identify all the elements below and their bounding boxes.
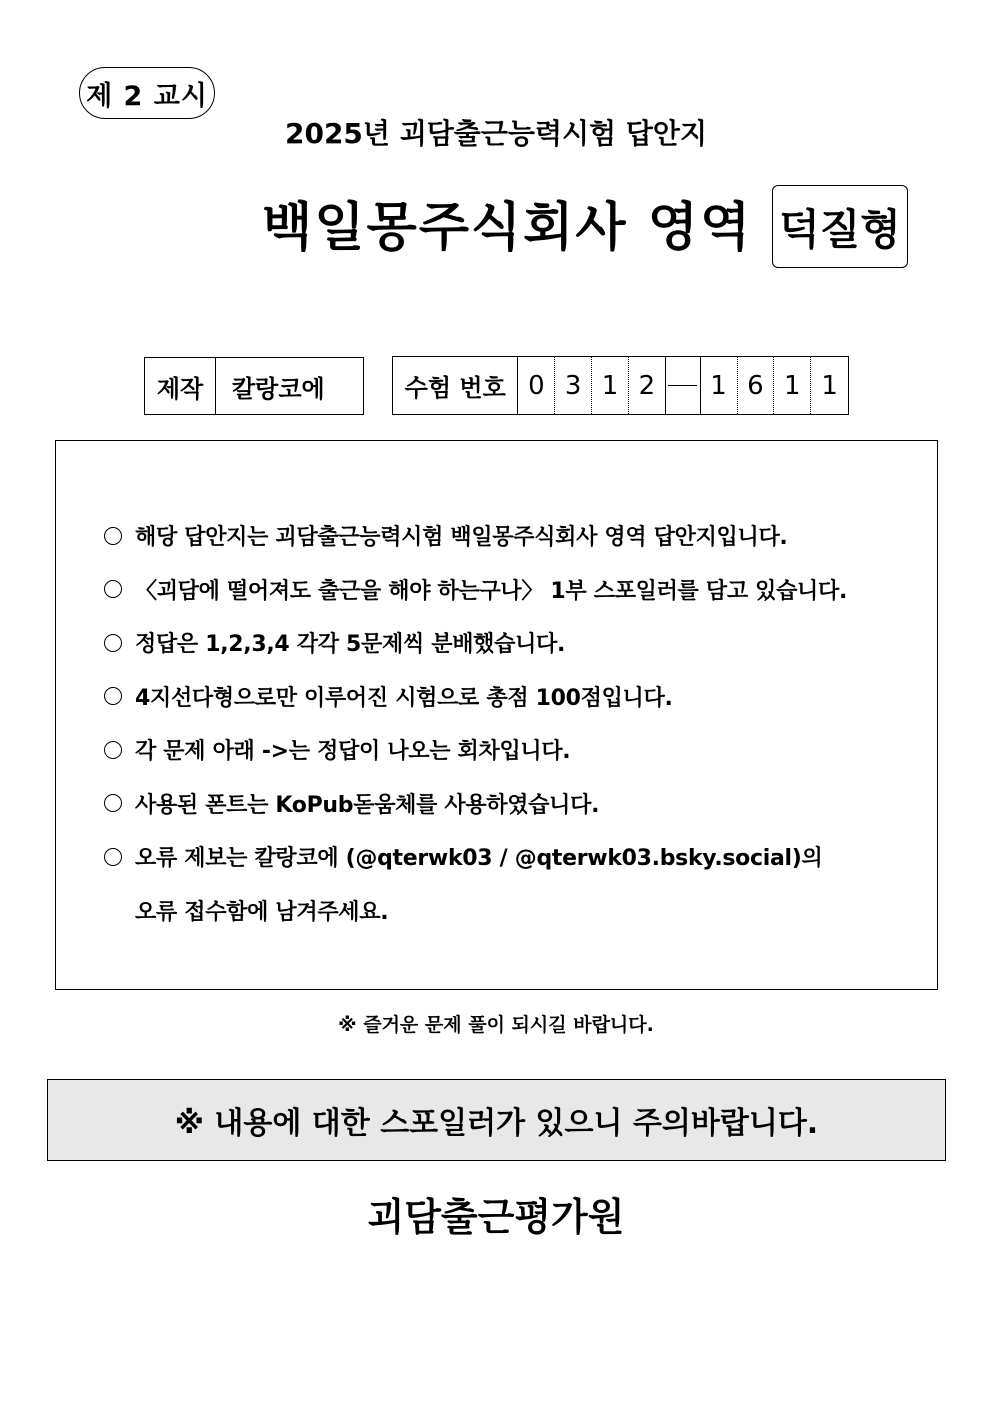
notice-item <box>104 777 847 831</box>
maker-box <box>144 357 364 415</box>
notice-text: 오류 접수함에 남겨주세요. <box>135 899 389 925</box>
notice-item <box>104 830 847 884</box>
exam-number-box <box>392 356 849 415</box>
dash-line <box>668 385 697 386</box>
circle-bullet-icon <box>104 527 122 545</box>
subject-title: 백일몽주식회사 영역 <box>262 198 753 258</box>
notice-item-continuation <box>104 884 847 938</box>
institute-name: 괴담출근평가원 <box>367 1195 625 1239</box>
exam-type-text: 덕질형 <box>779 204 901 254</box>
exam-number-digit: 1 <box>821 370 838 401</box>
circle-bullet-icon <box>104 848 122 866</box>
notice-item <box>104 723 847 777</box>
notice-text: 정답은 1,2,3,4 각각 5문제씩 분배했습니다. <box>135 632 566 658</box>
exam-number-digit: 1 <box>592 357 629 414</box>
notice-text: 사용된 폰트는 KoPub돋움체를 사용하였습니다. <box>135 792 600 818</box>
exam-title: 2025년 괴담출근능력시험 답안지 <box>284 117 707 150</box>
notice-item <box>104 509 847 563</box>
spoiler-warning-box <box>47 1079 946 1161</box>
exam-number-digit: 3 <box>555 357 592 414</box>
notice-item <box>104 616 847 670</box>
circle-bullet-icon <box>104 580 122 598</box>
exam-number-label: 수험 번호 <box>393 357 518 414</box>
exam-number-digit: 1 <box>701 357 738 414</box>
notice-text: 해당 답안지는 괴담출근능력시험 백일몽주식회사 영역 답안지입니다. <box>135 525 788 551</box>
circle-bullet-icon <box>104 687 122 705</box>
circle-bullet-icon <box>104 634 122 652</box>
maker-value: 칼랑코에 <box>232 374 325 403</box>
exam-number-dash <box>666 357 701 414</box>
notice-item <box>104 670 847 724</box>
exam-number-digit: 6 <box>738 357 775 414</box>
notice-text: 오류 제보는 칼랑코에 (@qterwk03 / @qterwk03.bsky.social)의 <box>135 846 823 872</box>
encourage-text: ※ 즐거운 문제 풀이 되시길 바랍니다. <box>338 1014 654 1036</box>
notice-text: 각 문제 아래 ->는 정답이 나오는 회차입니다. <box>135 739 571 765</box>
circle-bullet-icon <box>104 741 122 759</box>
notice-box <box>55 440 938 990</box>
exam-number-digit: 1 <box>774 357 811 414</box>
notice-text: 4지선다형으로만 이루어진 시험으로 총점 100점입니다. <box>135 685 673 711</box>
spoiler-warning-text: ※ 내용에 대한 스포일러가 있으니 주의바랍니다. <box>174 1106 819 1141</box>
exam-type-box <box>772 185 908 268</box>
notice-text: 〈괴담에 떨어져도 출근을 해야 하는구나〉 1부 스포일러를 담고 있습니다. <box>135 578 847 604</box>
period-badge-text: 제 2 교시 <box>86 80 208 112</box>
circle-bullet-icon <box>104 794 122 812</box>
exam-number-digit: 0 <box>518 357 555 414</box>
maker-label: 제작 <box>145 358 216 414</box>
notice-item <box>104 563 847 617</box>
notice-list <box>104 509 847 937</box>
exam-number-digit: 2 <box>629 357 666 414</box>
